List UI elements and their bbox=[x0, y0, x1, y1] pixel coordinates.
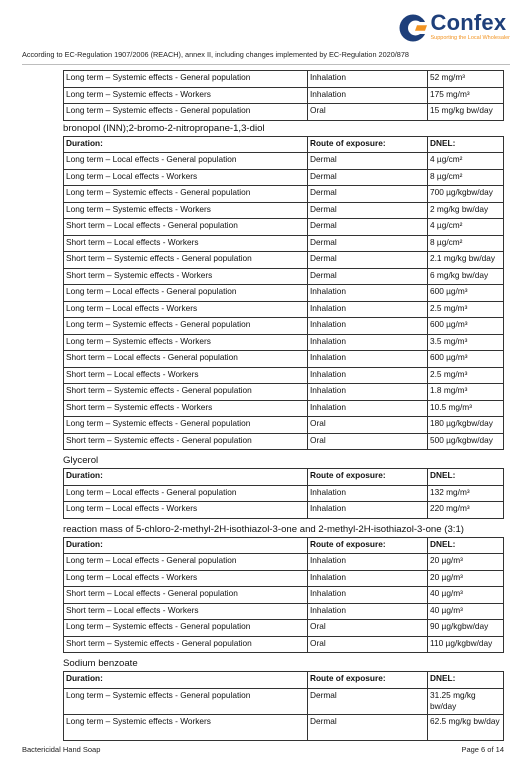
dnel-cell: 600 µg/m³ bbox=[428, 351, 504, 368]
table-row bbox=[64, 433, 504, 450]
duration-cell: Short term – Local effects - General population bbox=[64, 219, 308, 236]
route-cell: Inhalation bbox=[308, 384, 428, 401]
route-cell: Dermal bbox=[308, 268, 428, 285]
duration-cell: Short term – Local effects - Workers bbox=[64, 603, 308, 620]
duration-cell: Long term – Systemic effects - General population bbox=[64, 688, 308, 714]
table-row bbox=[64, 485, 504, 502]
duration-cell: Long term – Systemic effects - General population bbox=[64, 104, 308, 121]
table-header-row bbox=[64, 136, 504, 153]
duration-cell: Short term – Systemic effects - General population bbox=[64, 384, 308, 401]
duration-header: Duration: bbox=[64, 469, 308, 486]
table-row bbox=[64, 714, 504, 740]
duration-header: Duration: bbox=[64, 672, 308, 689]
route-cell: Inhalation bbox=[308, 603, 428, 620]
dnel-table bbox=[63, 537, 504, 654]
table-row bbox=[64, 620, 504, 637]
duration-cell: Long term – Local effects - Workers bbox=[64, 570, 308, 587]
duration-cell: Long term – Local effects - General population bbox=[64, 485, 308, 502]
regulation-note: According to EC-Regulation 1907/2006 (REACH), annex II, including changes implemented by EC-Regulation 2020/878 bbox=[22, 50, 409, 59]
substance-title: reaction mass of 5-chloro-2-methyl-2H-isothiazol-3-one and 2-methyl-2H-isothiazol-3-one (3:1) bbox=[63, 523, 464, 535]
duration-cell: Short term – Local effects - General population bbox=[64, 351, 308, 368]
route-cell: Inhalation bbox=[308, 87, 428, 104]
duration-cell: Long term – Systemic effects - Workers bbox=[64, 202, 308, 219]
route-cell: Dermal bbox=[308, 688, 428, 714]
table-row bbox=[64, 636, 504, 653]
table-row bbox=[64, 570, 504, 587]
dnel-header: DNEL: bbox=[428, 537, 504, 554]
dnel-cell: 2.1 mg/kg bw/day bbox=[428, 252, 504, 269]
duration-cell: Long term – Systemic effects - Workers bbox=[64, 334, 308, 351]
table-row bbox=[64, 367, 504, 384]
footer-product-name: Bactericidal Hand Soap bbox=[22, 745, 101, 754]
table-header-row bbox=[64, 469, 504, 486]
table-row bbox=[64, 318, 504, 335]
dnel-content bbox=[63, 70, 505, 744]
duration-cell: Long term – Systemic effects - General population bbox=[64, 318, 308, 335]
dnel-cell: 2.5 mg/m³ bbox=[428, 301, 504, 318]
dnel-cell: 62.5 mg/kg bw/day bbox=[428, 714, 504, 740]
route-cell: Oral bbox=[308, 620, 428, 637]
duration-cell: Long term – Local effects - Workers bbox=[64, 502, 308, 519]
table-row bbox=[64, 87, 504, 104]
table-row bbox=[64, 235, 504, 252]
footer-page-number: Page 6 of 14 bbox=[461, 745, 504, 754]
route-cell: Inhalation bbox=[308, 485, 428, 502]
table-row bbox=[64, 603, 504, 620]
dnel-table-continued bbox=[63, 70, 504, 121]
substance-title: Sodium benzoate bbox=[63, 658, 138, 669]
dnel-cell: 1.8 mg/m³ bbox=[428, 384, 504, 401]
duration-cell: Long term – Systemic effects - General population bbox=[64, 620, 308, 637]
dnel-cell: 110 µg/kgbw/day bbox=[428, 636, 504, 653]
route-cell: Inhalation bbox=[308, 351, 428, 368]
route-cell: Dermal bbox=[308, 202, 428, 219]
section-gap bbox=[63, 450, 505, 453]
dnel-header: DNEL: bbox=[428, 672, 504, 689]
route-cell: Inhalation bbox=[308, 334, 428, 351]
table-row bbox=[64, 384, 504, 401]
route-header: Route of exposure: bbox=[308, 469, 428, 486]
route-cell: Inhalation bbox=[308, 570, 428, 587]
dnel-cell: 500 µg/kgbw/day bbox=[428, 433, 504, 450]
duration-cell: Long term – Local effects - General population bbox=[64, 153, 308, 170]
duration-cell: Short term – Systemic effects - Workers bbox=[64, 400, 308, 417]
duration-cell: Short term – Systemic effects - General population bbox=[64, 252, 308, 269]
table-header-row bbox=[64, 672, 504, 689]
dnel-cell: 600 µg/m³ bbox=[428, 285, 504, 302]
brand-tagline: Supporting the Local Wholesaler bbox=[430, 35, 510, 41]
table-row bbox=[64, 400, 504, 417]
section-gap bbox=[63, 741, 505, 744]
section-gap bbox=[63, 519, 505, 522]
duration-cell: Long term – Local effects - Workers bbox=[64, 169, 308, 186]
substance-title: bronopol (INN);2-bromo-2-nitropropane-1,3-diol bbox=[63, 122, 265, 134]
dnel-cell: 4 µg/cm² bbox=[428, 153, 504, 170]
table-row bbox=[64, 186, 504, 203]
route-cell: Dermal bbox=[308, 169, 428, 186]
table-row bbox=[64, 71, 504, 88]
dnel-cell: 4 µg/cm² bbox=[428, 219, 504, 236]
dnel-cell: 10.5 mg/m³ bbox=[428, 400, 504, 417]
dnel-cell: 600 µg/m³ bbox=[428, 318, 504, 335]
table-row bbox=[64, 219, 504, 236]
table-row bbox=[64, 502, 504, 519]
dnel-cell: 20 µg/m³ bbox=[428, 570, 504, 587]
table-row bbox=[64, 252, 504, 269]
section-gap bbox=[63, 653, 505, 656]
duration-cell: Short term – Systemic effects - General population bbox=[64, 433, 308, 450]
dnel-cell: 40 µg/m³ bbox=[428, 587, 504, 604]
dnel-cell: 6 mg/kg bw/day bbox=[428, 268, 504, 285]
route-cell: Oral bbox=[308, 417, 428, 434]
duration-cell: Short term – Local effects - Workers bbox=[64, 367, 308, 384]
dnel-cell: 220 mg/m³ bbox=[428, 502, 504, 519]
dnel-table bbox=[63, 136, 504, 451]
dnel-header: DNEL: bbox=[428, 469, 504, 486]
duration-cell: Long term – Systemic effects - General population bbox=[64, 186, 308, 203]
dnel-cell: 3.5 mg/m³ bbox=[428, 334, 504, 351]
table-row bbox=[64, 554, 504, 571]
route-cell: Dermal bbox=[308, 219, 428, 236]
dnel-cell: 52 mg/m³ bbox=[428, 71, 504, 88]
dnel-cell: 8 µg/cm² bbox=[428, 235, 504, 252]
duration-cell: Long term – Local effects - General population bbox=[64, 554, 308, 571]
table-row bbox=[64, 334, 504, 351]
route-cell: Inhalation bbox=[308, 318, 428, 335]
table-row bbox=[64, 301, 504, 318]
route-cell: Inhalation bbox=[308, 285, 428, 302]
duration-cell: Long term – Systemic effects - Workers bbox=[64, 714, 308, 740]
table-header-row bbox=[64, 537, 504, 554]
dnel-cell: 132 mg/m³ bbox=[428, 485, 504, 502]
duration-cell: Long term – Systemic effects - General population bbox=[64, 417, 308, 434]
duration-cell: Long term – Systemic effects - General population bbox=[64, 71, 308, 88]
route-cell: Inhalation bbox=[308, 367, 428, 384]
duration-cell: Short term – Systemic effects - Workers bbox=[64, 268, 308, 285]
duration-cell: Short term – Local effects - Workers bbox=[64, 235, 308, 252]
route-cell: Oral bbox=[308, 636, 428, 653]
route-cell: Inhalation bbox=[308, 400, 428, 417]
route-cell: Dermal bbox=[308, 252, 428, 269]
brand-name: Confex bbox=[430, 10, 507, 35]
table-row bbox=[64, 153, 504, 170]
route-cell: Oral bbox=[308, 433, 428, 450]
confex-logo bbox=[398, 12, 511, 44]
duration-header: Duration: bbox=[64, 136, 308, 153]
dnel-cell: 700 µg/kgbw/day bbox=[428, 186, 504, 203]
route-cell: Dermal bbox=[308, 153, 428, 170]
table-row bbox=[64, 285, 504, 302]
dnel-cell: 8 µg/cm² bbox=[428, 169, 504, 186]
route-cell: Inhalation bbox=[308, 71, 428, 88]
table-row bbox=[64, 351, 504, 368]
duration-cell: Long term – Local effects - Workers bbox=[64, 301, 308, 318]
table-row bbox=[64, 417, 504, 434]
route-cell: Dermal bbox=[308, 186, 428, 203]
route-header: Route of exposure: bbox=[308, 537, 428, 554]
route-cell: Oral bbox=[308, 104, 428, 121]
route-cell: Inhalation bbox=[308, 301, 428, 318]
route-cell: Inhalation bbox=[308, 502, 428, 519]
dnel-table bbox=[63, 468, 504, 519]
confex-logo-icon bbox=[398, 13, 428, 43]
table-row bbox=[64, 587, 504, 604]
table-row bbox=[64, 169, 504, 186]
dnel-cell: 40 µg/m³ bbox=[428, 603, 504, 620]
route-header: Route of exposure: bbox=[308, 136, 428, 153]
dnel-table bbox=[63, 671, 504, 741]
dnel-cell: 175 mg/m³ bbox=[428, 87, 504, 104]
duration-cell: Short term – Local effects - General population bbox=[64, 587, 308, 604]
dnel-cell: 15 mg/kg bw/day bbox=[428, 104, 504, 121]
substance-title: Glycerol bbox=[63, 455, 99, 466]
table-row bbox=[64, 104, 504, 121]
dnel-header: DNEL: bbox=[428, 136, 504, 153]
table-row bbox=[64, 688, 504, 714]
dnel-cell: 180 µg/kgbw/day bbox=[428, 417, 504, 434]
dnel-cell: 20 µg/m³ bbox=[428, 554, 504, 571]
dnel-cell: 90 µg/kgbw/day bbox=[428, 620, 504, 637]
table-row bbox=[64, 202, 504, 219]
route-cell: Inhalation bbox=[308, 587, 428, 604]
route-cell: Dermal bbox=[308, 235, 428, 252]
duration-cell: Long term – Local effects - General population bbox=[64, 285, 308, 302]
table-row bbox=[64, 268, 504, 285]
duration-header: Duration: bbox=[64, 537, 308, 554]
dnel-cell: 2 mg/kg bw/day bbox=[428, 202, 504, 219]
route-cell: Inhalation bbox=[308, 554, 428, 571]
header-divider bbox=[22, 64, 510, 65]
route-header: Route of exposure: bbox=[308, 672, 428, 689]
dnel-cell: 2.5 mg/m³ bbox=[428, 367, 504, 384]
duration-cell: Short term – Systemic effects - General population bbox=[64, 636, 308, 653]
duration-cell: Long term – Systemic effects - Workers bbox=[64, 87, 308, 104]
dnel-cell: 31.25 mg/kg bw/day bbox=[428, 688, 504, 714]
route-cell: Dermal bbox=[308, 714, 428, 740]
